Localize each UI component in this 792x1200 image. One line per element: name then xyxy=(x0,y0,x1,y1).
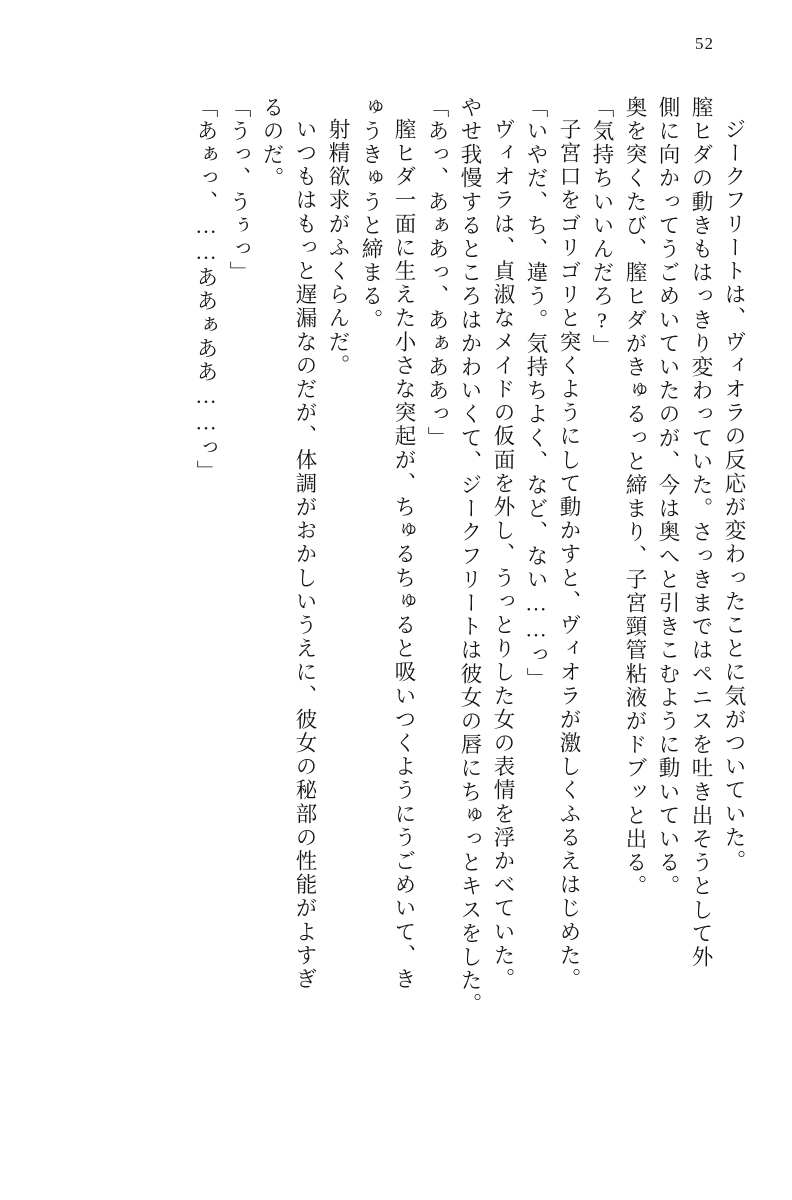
text-line: 膣ヒダ一面に生えた小さな突起が、ちゅるちゅると吸いつくようにうごめいて、き xyxy=(392,118,416,992)
text-line: いつもはもっと遅漏なのだが、体調がおかしいうえに、彼女の秘部の性能がよすぎ xyxy=(293,118,317,992)
page-number: 52 xyxy=(695,34,714,53)
vertical-text-body xyxy=(46,96,744,1156)
text-line: 射精欲求がふくらんだ。 xyxy=(326,118,350,378)
text-line: 「うっ、うぅっ」 xyxy=(227,96,251,285)
text-line: ヴィオラは、貞淑なメイドの仮面を外し、うっとりした女の表情を浮かべていた。 xyxy=(491,118,515,992)
text-line: ゅうきゅうと締まる。 xyxy=(359,96,383,332)
text-line: 「いやだ、ち、違う。気持ちよく、など、ない……っ」 xyxy=(524,96,548,691)
text-line: 子宮口をゴリゴリと突くようにして動かすと、ヴィオラが激しくふるえはじめた。 xyxy=(557,118,581,992)
text-line: やせ我慢するところはかわいくて、ジークフリートは彼女の唇にちゅっとキスをした。 xyxy=(458,96,482,1017)
text-line: 「あぁっ、……ああぁああ……っ」 xyxy=(194,96,218,484)
text-line: ジークフリートは、ヴィオラの反応が変わったことに気がついていた。 xyxy=(722,118,746,874)
text-line: 「あっ、あぁあっ、あぁああっ」 xyxy=(425,96,449,450)
text-line: るのだ。 xyxy=(260,96,284,191)
text-line: 膣ヒダの動きもはっきり変わっていた。さっきまではペニスを吐き出そうとして外 xyxy=(689,96,713,970)
text-line: 「気持ちいいんだろ?」 xyxy=(590,96,614,359)
text-line: 奥を突くたび、膣ヒダがきゅるっと締まり、子宮頸管粘液がドブッと出る。 xyxy=(623,96,647,899)
text-line: 側に向かってうごめいていたのが、今は奥へと引きこむように動いている。 xyxy=(656,96,680,899)
